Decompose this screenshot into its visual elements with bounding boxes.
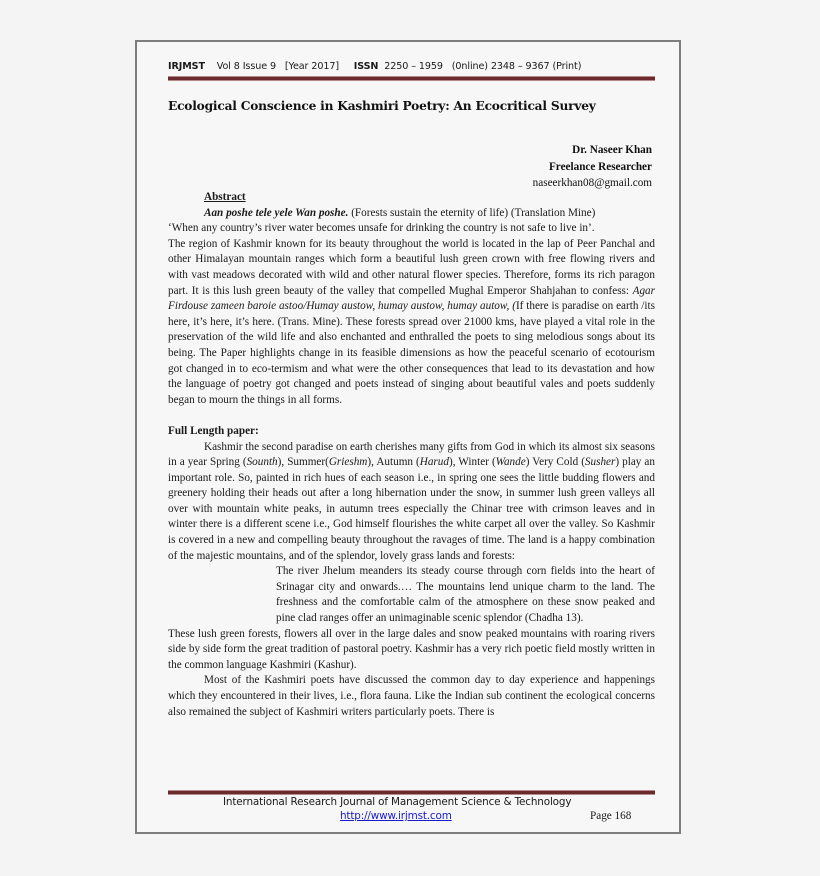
paper-title: Ecological Conscience in Kashmiri Poetry: An Ecocritical Survey xyxy=(168,99,596,113)
online-label: (0nline) xyxy=(451,61,488,72)
footer-url-link[interactable]: http://www.irjmst.com xyxy=(340,810,452,822)
term-very-cold: Susher xyxy=(584,456,616,469)
running-header xyxy=(168,61,581,72)
text: ) Very Cold ( xyxy=(525,456,585,469)
year: [Year 2017] xyxy=(284,61,339,72)
block-quote: The river Jhelum meanders its steady course through corn fields into the heart of Srinagar city and onwards.… The mountains lend unique charm to the land. The freshness and the comfortable calm of the atmosphere on these snow peaked and pine clad ranges offer an unimaginable scenic splendor (Chadha 13). xyxy=(276,565,655,625)
paragraph-3: Most of the Kashmiri poets have discussed the common day to day experience and happenings which they encountered in their lives, i.e., flora fauna. Like the Indian sub continent the ecological concerns also remained the subject of Kashmiri writers particularly poets. There is xyxy=(168,674,655,718)
text: ), Autumn ( xyxy=(367,456,420,469)
abstract-italic-quote: Agar Firdouse zameen baroie astoo/Humay austow, humay austow, humay autow, ( xyxy=(168,284,655,313)
paragraph-1 xyxy=(168,440,655,565)
epigraph-kashmiri: Aan poshe tele yele Wan poshe. xyxy=(204,206,349,219)
author-affiliation: Freelance Researcher xyxy=(548,160,652,173)
journal-abbr: IRJMST xyxy=(168,61,205,72)
issn-print: 2348 – 9367 xyxy=(490,61,550,72)
text: ), Winter ( xyxy=(448,456,496,469)
abstract-paragraph xyxy=(168,237,655,409)
abstract-text-end: If there is paradise on earth /its here, it’s here, it’s here. (Trans. Mine). These forests spread over 21000 kms, have played a vital role in the preservation of the wild life and also enchanted and enthralled the poets to sing melodious songs about its being. The Paper highlights change in its feasible dimensions as how the peaceful scenario of ecotourism got changed in to eco-termism and what were the other consequences that lead to its devastation and how the language of poetry got changed and poets instead of singing about beautiful vales and poets suddenly began to mourn the things in all forms. xyxy=(168,300,655,406)
abstract-text: The region of Kashmir known for its beauty throughout the world is located in the lap of Peer Panchal and other Himalayan mountain ranges which form a beautiful lush green crown with free flowing rivers and with vast meadows decorated with wild and other natural flower species. Therefore, forms its rich paragon part. It is this lush green beauty of the valley that compelled Mughal Emperor Shahjahan to confess: xyxy=(168,237,655,297)
volume-issue: Vol 8 Issue 9 xyxy=(216,61,276,72)
author-block xyxy=(533,142,652,192)
footer-rule xyxy=(168,790,655,795)
text: Kashmir the second paradise on earth cherishes many gifts from God in which its almost six seasons in a year Spring ( xyxy=(168,440,655,469)
page-number: Page 168 xyxy=(590,810,632,822)
header-rule xyxy=(168,76,655,81)
issn-online: 2250 – 1959 xyxy=(384,61,443,72)
text: ) play an important role. So, painted in rich hues of each season i.e., in spring one sees the little budding flowers and greenery holding their heads out after a long hibernation under the snow, in summer lush green valleys all over with mountain white peaks, in autumn trees especially the Chinar tree with crimson leaves and in winter there is a different scene i.e., God himself flourishes the white carpet all over the valley. So Kashmir is covered in a new and compelling beauty throughout the ravages of time. The land is a happy combination of the majestic mountains, and of the splendor, lovely grass lands and forests: xyxy=(168,456,655,562)
author-email[interactable]: naseerkhan08@gmail.com xyxy=(532,177,652,189)
abstract-heading: Abstract xyxy=(204,191,246,203)
epigraph-translation: (Forests sustain the eternity of life) (Translation Mine) xyxy=(348,206,596,219)
term-summer: Grieshm xyxy=(328,456,368,469)
issn-label: ISSN xyxy=(353,61,379,72)
paragraph-2: These lush green forests, flowers all over in the large dales and snow peaked mountains with roaring rivers side by side form the great tradition of pastoral poetry. Kashmir has a very rich poetic field mostly written in the common language Kashmiri (Kashur). xyxy=(168,627,655,671)
print-label: (Print) xyxy=(552,61,582,72)
abstract-quote: ‘When any country’s river water becomes unsafe for drinking the country is not safe to live in’. xyxy=(168,222,595,235)
text: ), Summer( xyxy=(277,456,329,469)
author-name: Dr. Naseer Khan xyxy=(572,144,652,156)
abstract-epigraph xyxy=(168,206,655,222)
section-heading: Full Length paper: xyxy=(168,424,259,437)
term-spring: Sounth xyxy=(246,456,278,469)
document-page xyxy=(135,40,681,834)
footer-journal-name: International Research Journal of Management Science & Technology xyxy=(223,796,572,808)
term-winter: Wande xyxy=(495,456,526,469)
body-text xyxy=(168,190,655,720)
term-autumn: Harud xyxy=(419,456,449,469)
